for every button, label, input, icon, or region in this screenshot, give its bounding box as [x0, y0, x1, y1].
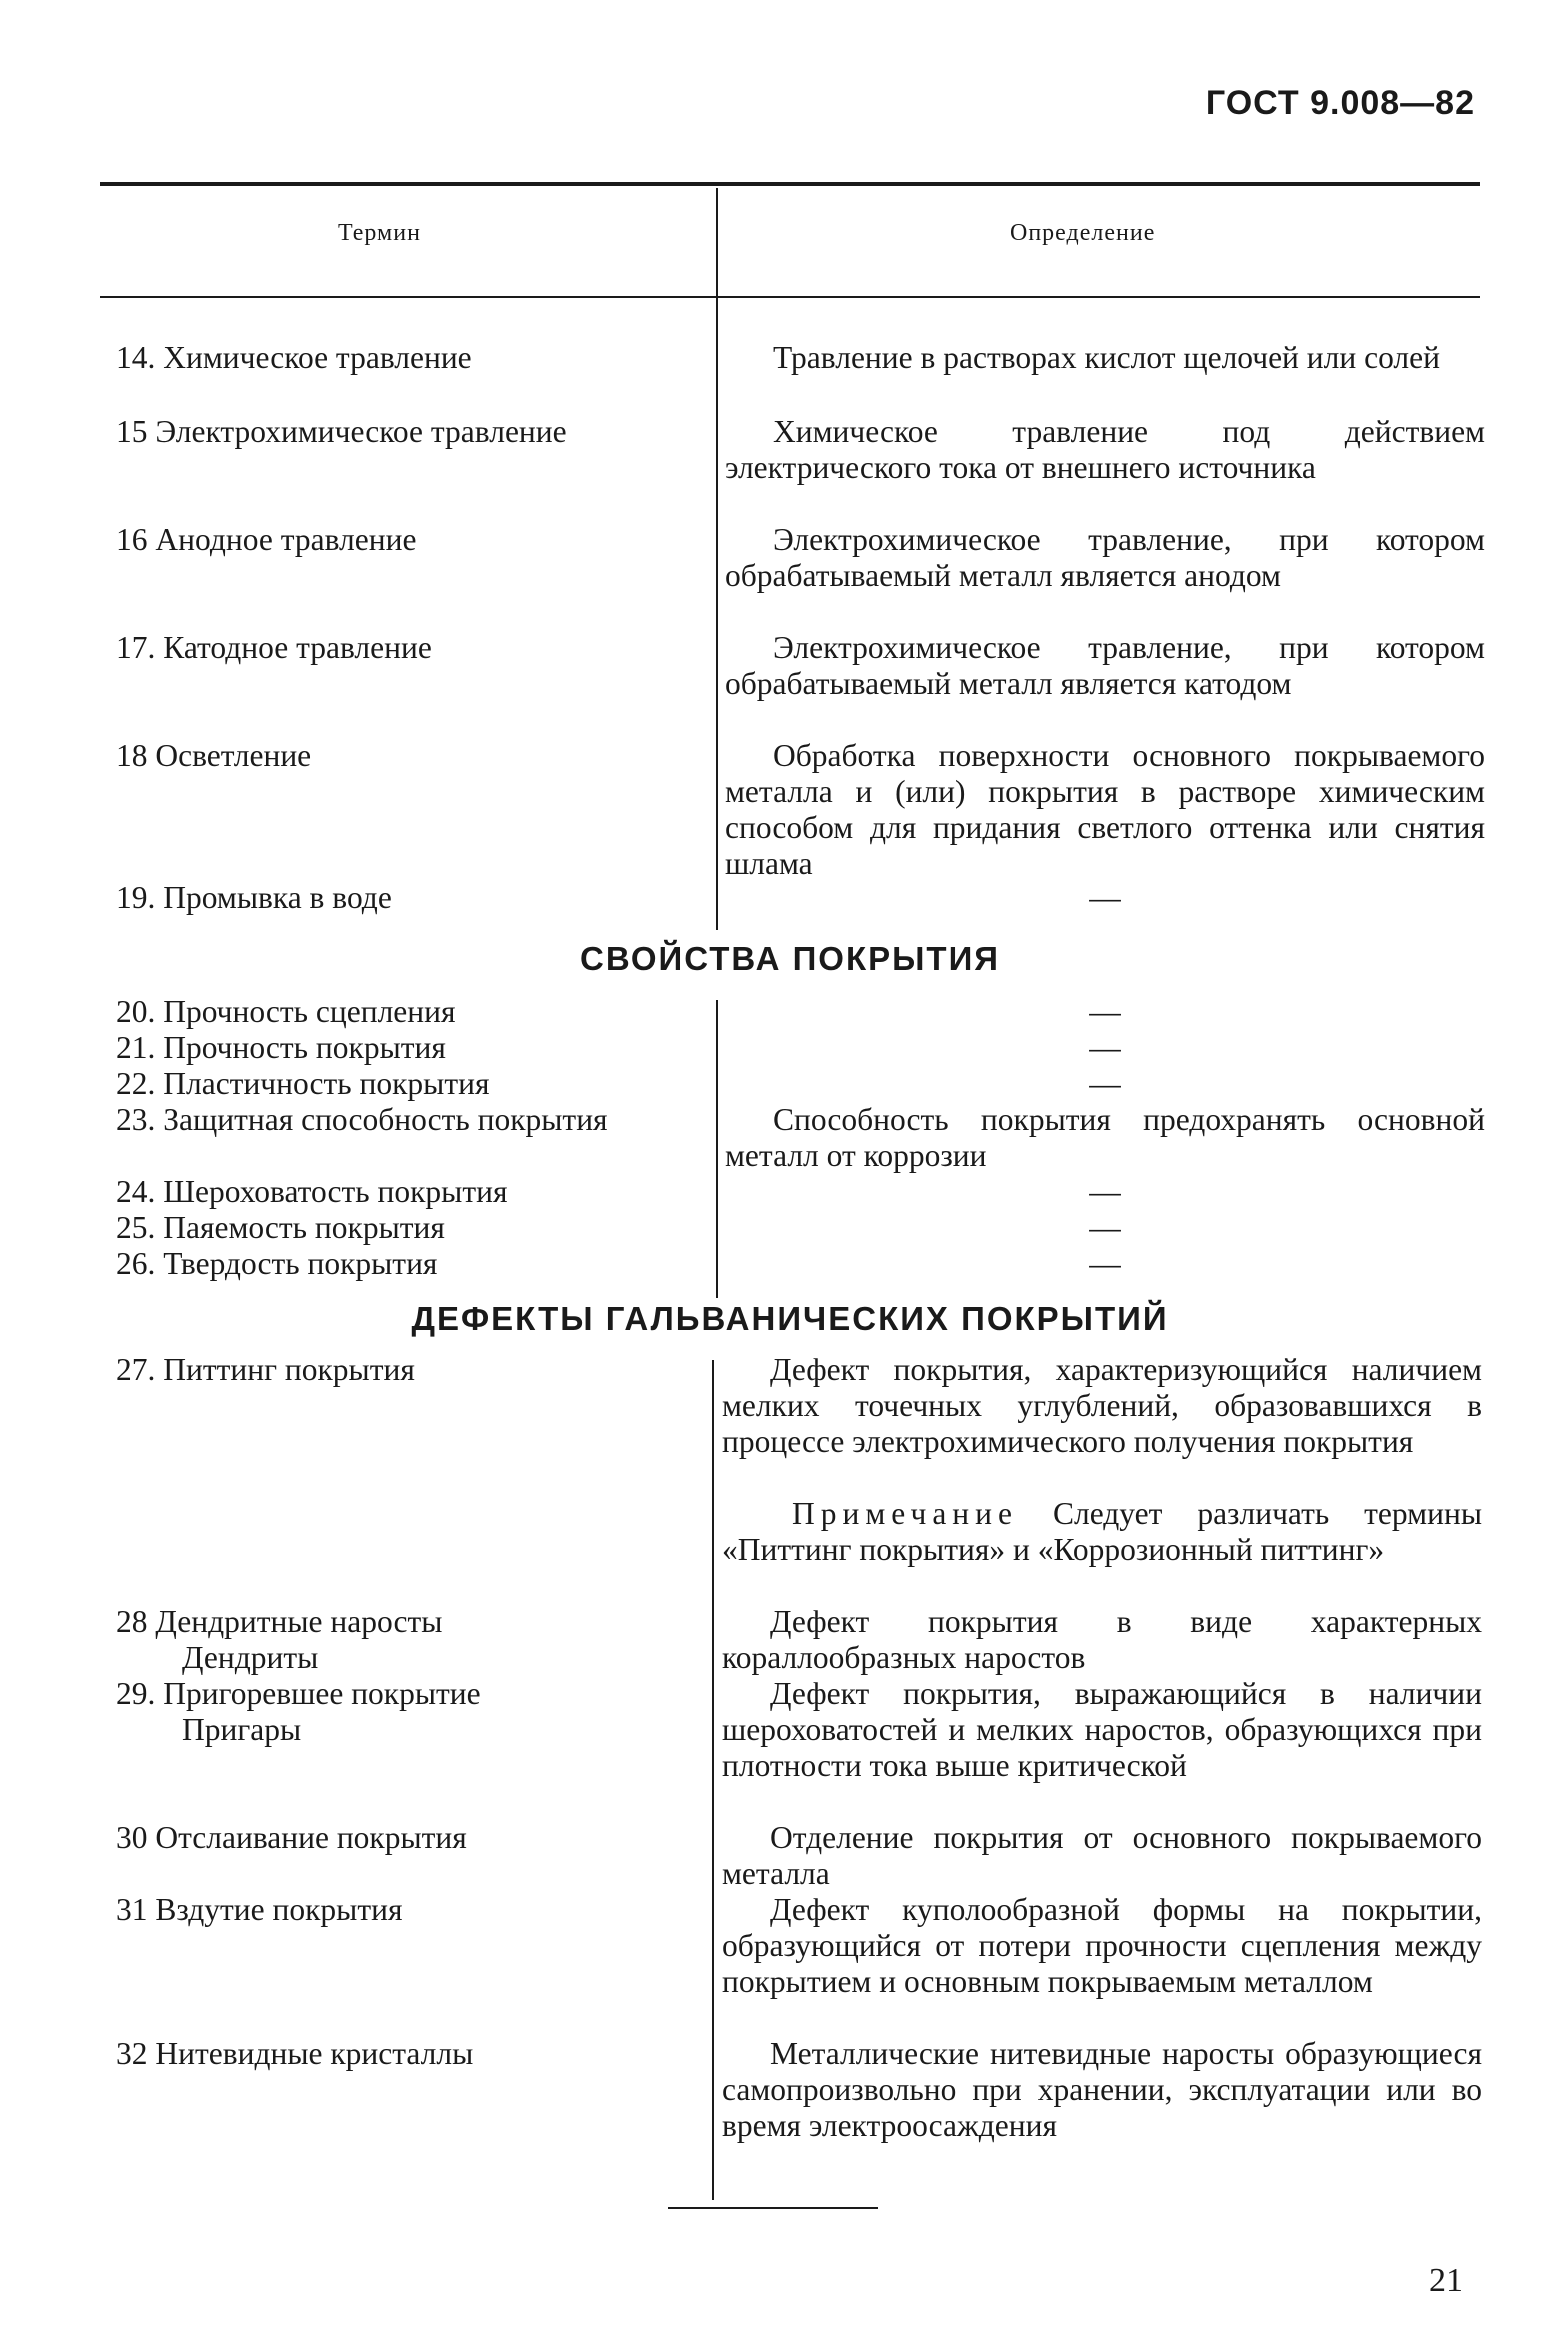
term-24: 24. Шероховатость покрытия — [116, 1174, 508, 1209]
term-28: 28 Дендритные наросты Дендриты — [116, 1604, 443, 1675]
term-19: 19. Промывка в воде — [116, 880, 392, 915]
definition-21: — — [1089, 1030, 1121, 1065]
definition-16: Электрохимическое травление, при котором обрабатываемый металл является анодом — [725, 522, 1485, 593]
term-26: 26. Твердость покрытия — [116, 1246, 438, 1281]
term-20: 20. Прочность сцепления — [116, 994, 456, 1029]
definition-14: Травление в растворах кислот щелочей или солей — [773, 340, 1440, 375]
column-divider-block2 — [716, 1000, 718, 1298]
definition-28: Дефект покрытия в виде характерных кораллообразных наростов — [722, 1604, 1482, 1675]
definition-23: Способность покрытия предохранять основной металл от коррозии — [725, 1102, 1485, 1173]
term-22: 22. Пластичность покрытия — [116, 1066, 490, 1101]
column-header-term: Термин — [338, 220, 421, 246]
definition-24: — — [1089, 1174, 1121, 1209]
section-heading-defects: ДЕФЕКТЫ ГАЛЬВАНИЧЕСКИХ ПОКРЫТИЙ — [411, 1300, 1169, 1337]
term-27: 27. Питтинг покрытия — [116, 1352, 415, 1387]
definition-15: Химическое травление под действием электрического тока от внешнего источника — [725, 414, 1485, 485]
term-31: 31 Вздутие покрытия — [116, 1892, 403, 1927]
definition-30: Отделение покрытия от основного покрываемого металла — [722, 1820, 1482, 1891]
term-29: 29. Пригоревшее покрытие Пригары — [116, 1676, 481, 1747]
term-25: 25. Паяемость покрытия — [116, 1210, 445, 1245]
term-17: 17. Катодное травление — [116, 630, 432, 665]
term-16: 16 Анодное травление — [116, 522, 417, 557]
definition-18: Обработка поверхности основного покрываемого металла и (или) покрытия в растворе химическим способом для придания светлого оттенка или снятия шлама — [725, 738, 1485, 881]
section-heading-properties: СВОЙСТВА ПОКРЫТИЯ — [579, 940, 1001, 977]
definition-26: — — [1089, 1246, 1121, 1281]
term-18: 18 Осветление — [116, 738, 312, 773]
definition-31: Дефект куполообразной формы на покрытии, образующийся от потери прочности сцепления между покрытием и основным покрываемым металлом — [722, 1892, 1482, 1999]
footer-rule — [668, 2207, 878, 2209]
column-divider-block1 — [716, 298, 718, 930]
column-divider-header — [716, 188, 718, 296]
column-header-definition: Определение — [1010, 220, 1156, 246]
definition-29: Дефект покрытия, выражающийся в наличии шероховатостей и мелких наростов, образующихся при плотности тока выше критической — [722, 1676, 1482, 1783]
term-32: 32 Нитевидные кристаллы — [116, 2036, 474, 2071]
definition-27: Дефект покрытия, характеризующийся наличием мелких точечных углублений, образовавшихся в процессе электрохимического получения покрытия — [722, 1352, 1482, 1459]
term-30: 30 Отслаивание покрытия — [116, 1820, 467, 1855]
term-21: 21. Прочность покрытия — [116, 1030, 446, 1065]
term-23: 23. Защитная способность покрытия — [116, 1102, 608, 1137]
page-number: 21 — [1429, 2262, 1463, 2299]
column-divider-block3 — [712, 1360, 714, 2200]
term-15: 15 Электрохимическое травление — [116, 414, 567, 449]
definition-17: Электрохимическое травление, при котором обрабатываемый металл является катодом — [725, 630, 1485, 701]
page-header: ГОСТ 9.008—82 — [1205, 84, 1475, 122]
definition-19: — — [1089, 880, 1121, 915]
table-header-rule — [100, 296, 1480, 298]
definition-20: — — [1089, 994, 1121, 1029]
term-14: 14. Химическое травление — [116, 340, 472, 375]
note-27: Примечание Следует различать термины «Питтинг покрытия» и «Коррозионный питтинг» — [722, 1496, 1482, 1567]
definition-25: — — [1089, 1210, 1121, 1245]
definition-22: — — [1089, 1066, 1121, 1101]
table-top-rule — [100, 182, 1480, 186]
definition-32: Металлические нитевидные наросты образующиеся самопроизвольно при хранении, эксплуатации или во время электроосаждения — [722, 2036, 1482, 2143]
